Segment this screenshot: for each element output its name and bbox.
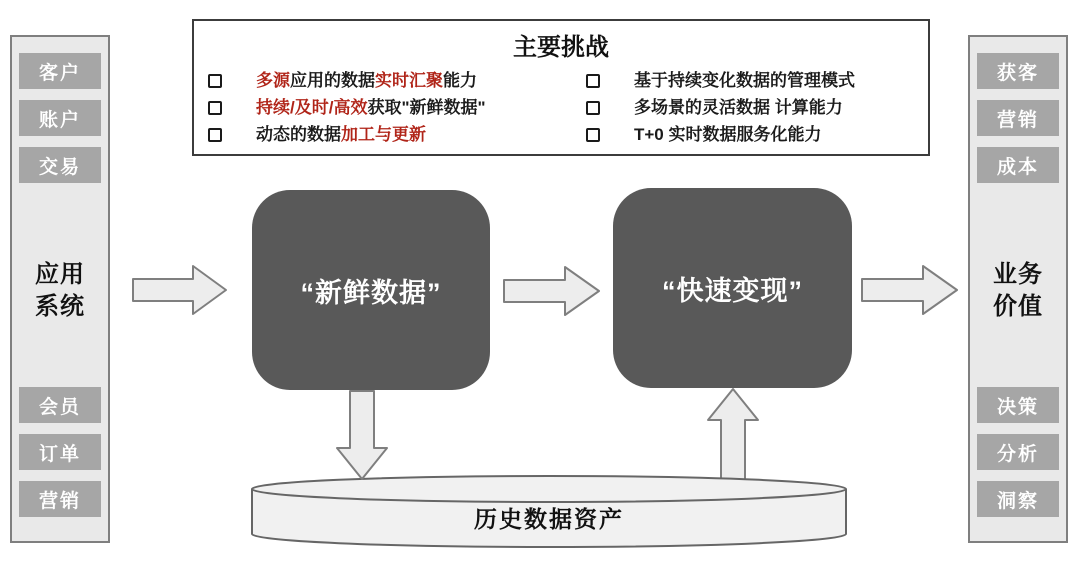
panel-item-insight: 洞察	[977, 481, 1059, 517]
panel-item-decision: 决策	[977, 387, 1059, 423]
app-systems-title-line1: 应用	[35, 260, 85, 288]
challenge-text: 获取"新鲜数据"	[367, 98, 486, 117]
business-value-title-line2: 价值	[993, 292, 1043, 320]
challenges-left-column	[194, 67, 586, 148]
arrow-down-icon	[334, 390, 390, 482]
challenges-box	[192, 19, 930, 156]
history-data-label: 历史数据资产	[474, 505, 624, 532]
fresh-data-node	[252, 190, 490, 390]
challenges-right-column	[586, 67, 928, 148]
ballot-box-icon	[208, 128, 222, 142]
challenge-text: 能力	[443, 71, 477, 90]
challenge-item	[586, 121, 928, 148]
ballot-box-icon	[208, 101, 222, 115]
arrow-right-icon	[860, 262, 960, 318]
panel-item-account: 账户	[19, 100, 101, 136]
challenge-text-highlight: 持续/及时/高效	[256, 98, 368, 117]
challenge-item	[586, 67, 928, 94]
panel-item-order: 订单	[19, 434, 101, 470]
arrow-right-icon	[502, 263, 602, 319]
challenge-text: 基于持续变化数据的管理模式	[634, 71, 855, 90]
challenge-text-highlight: 多源	[256, 71, 290, 90]
business-value-title-line1: 业务	[993, 260, 1043, 288]
history-data-cylinder	[250, 474, 848, 550]
challenge-text: T+0 实时数据服务化能力	[634, 125, 822, 144]
panel-item-analysis: 分析	[977, 434, 1059, 470]
challenge-item	[208, 67, 586, 94]
panel-item-acquisition: 获客	[977, 53, 1059, 89]
challenges-title: 主要挑战	[513, 34, 609, 61]
panel-item-cost: 成本	[977, 147, 1059, 183]
arrow-right-icon	[131, 262, 229, 318]
challenge-text: 应用的数据	[290, 71, 375, 90]
panel-item-marketing-left: 营销	[19, 481, 101, 517]
panel-item-marketing-right: 营销	[977, 100, 1059, 136]
ballot-box-icon	[208, 74, 222, 88]
challenge-text: 动态的数据	[256, 125, 341, 144]
arrow-up-icon	[705, 386, 761, 484]
fresh-data-label: “新鲜数据”	[300, 277, 442, 308]
panel-item-transaction: 交易	[19, 147, 101, 183]
challenge-text: 多场景的灵活数据 计算能力	[634, 98, 843, 117]
panel-item-customer: 客户	[19, 53, 101, 89]
ballot-box-icon	[586, 74, 600, 88]
challenge-text-highlight: 加工与更新	[341, 125, 426, 144]
quick-monetization-node	[613, 188, 852, 388]
challenge-item	[586, 94, 928, 121]
challenges-columns	[194, 67, 928, 148]
app-systems-bottom-group	[19, 387, 101, 517]
app-systems-title	[35, 194, 85, 387]
quick-monetization-label: “快速变现”	[662, 275, 803, 306]
app-systems-panel	[10, 35, 110, 543]
panel-item-member: 会员	[19, 387, 101, 423]
ballot-box-icon	[586, 128, 600, 142]
ballot-box-icon	[586, 101, 600, 115]
business-value-top-group	[977, 53, 1059, 194]
challenge-item	[208, 121, 586, 148]
challenge-item	[208, 94, 586, 121]
app-systems-top-group	[19, 53, 101, 194]
business-value-title	[993, 194, 1043, 387]
app-systems-title-line2: 系统	[35, 292, 85, 320]
business-value-panel	[968, 35, 1068, 543]
challenge-text-highlight: 实时汇聚	[375, 71, 443, 90]
business-value-bottom-group	[977, 387, 1059, 517]
